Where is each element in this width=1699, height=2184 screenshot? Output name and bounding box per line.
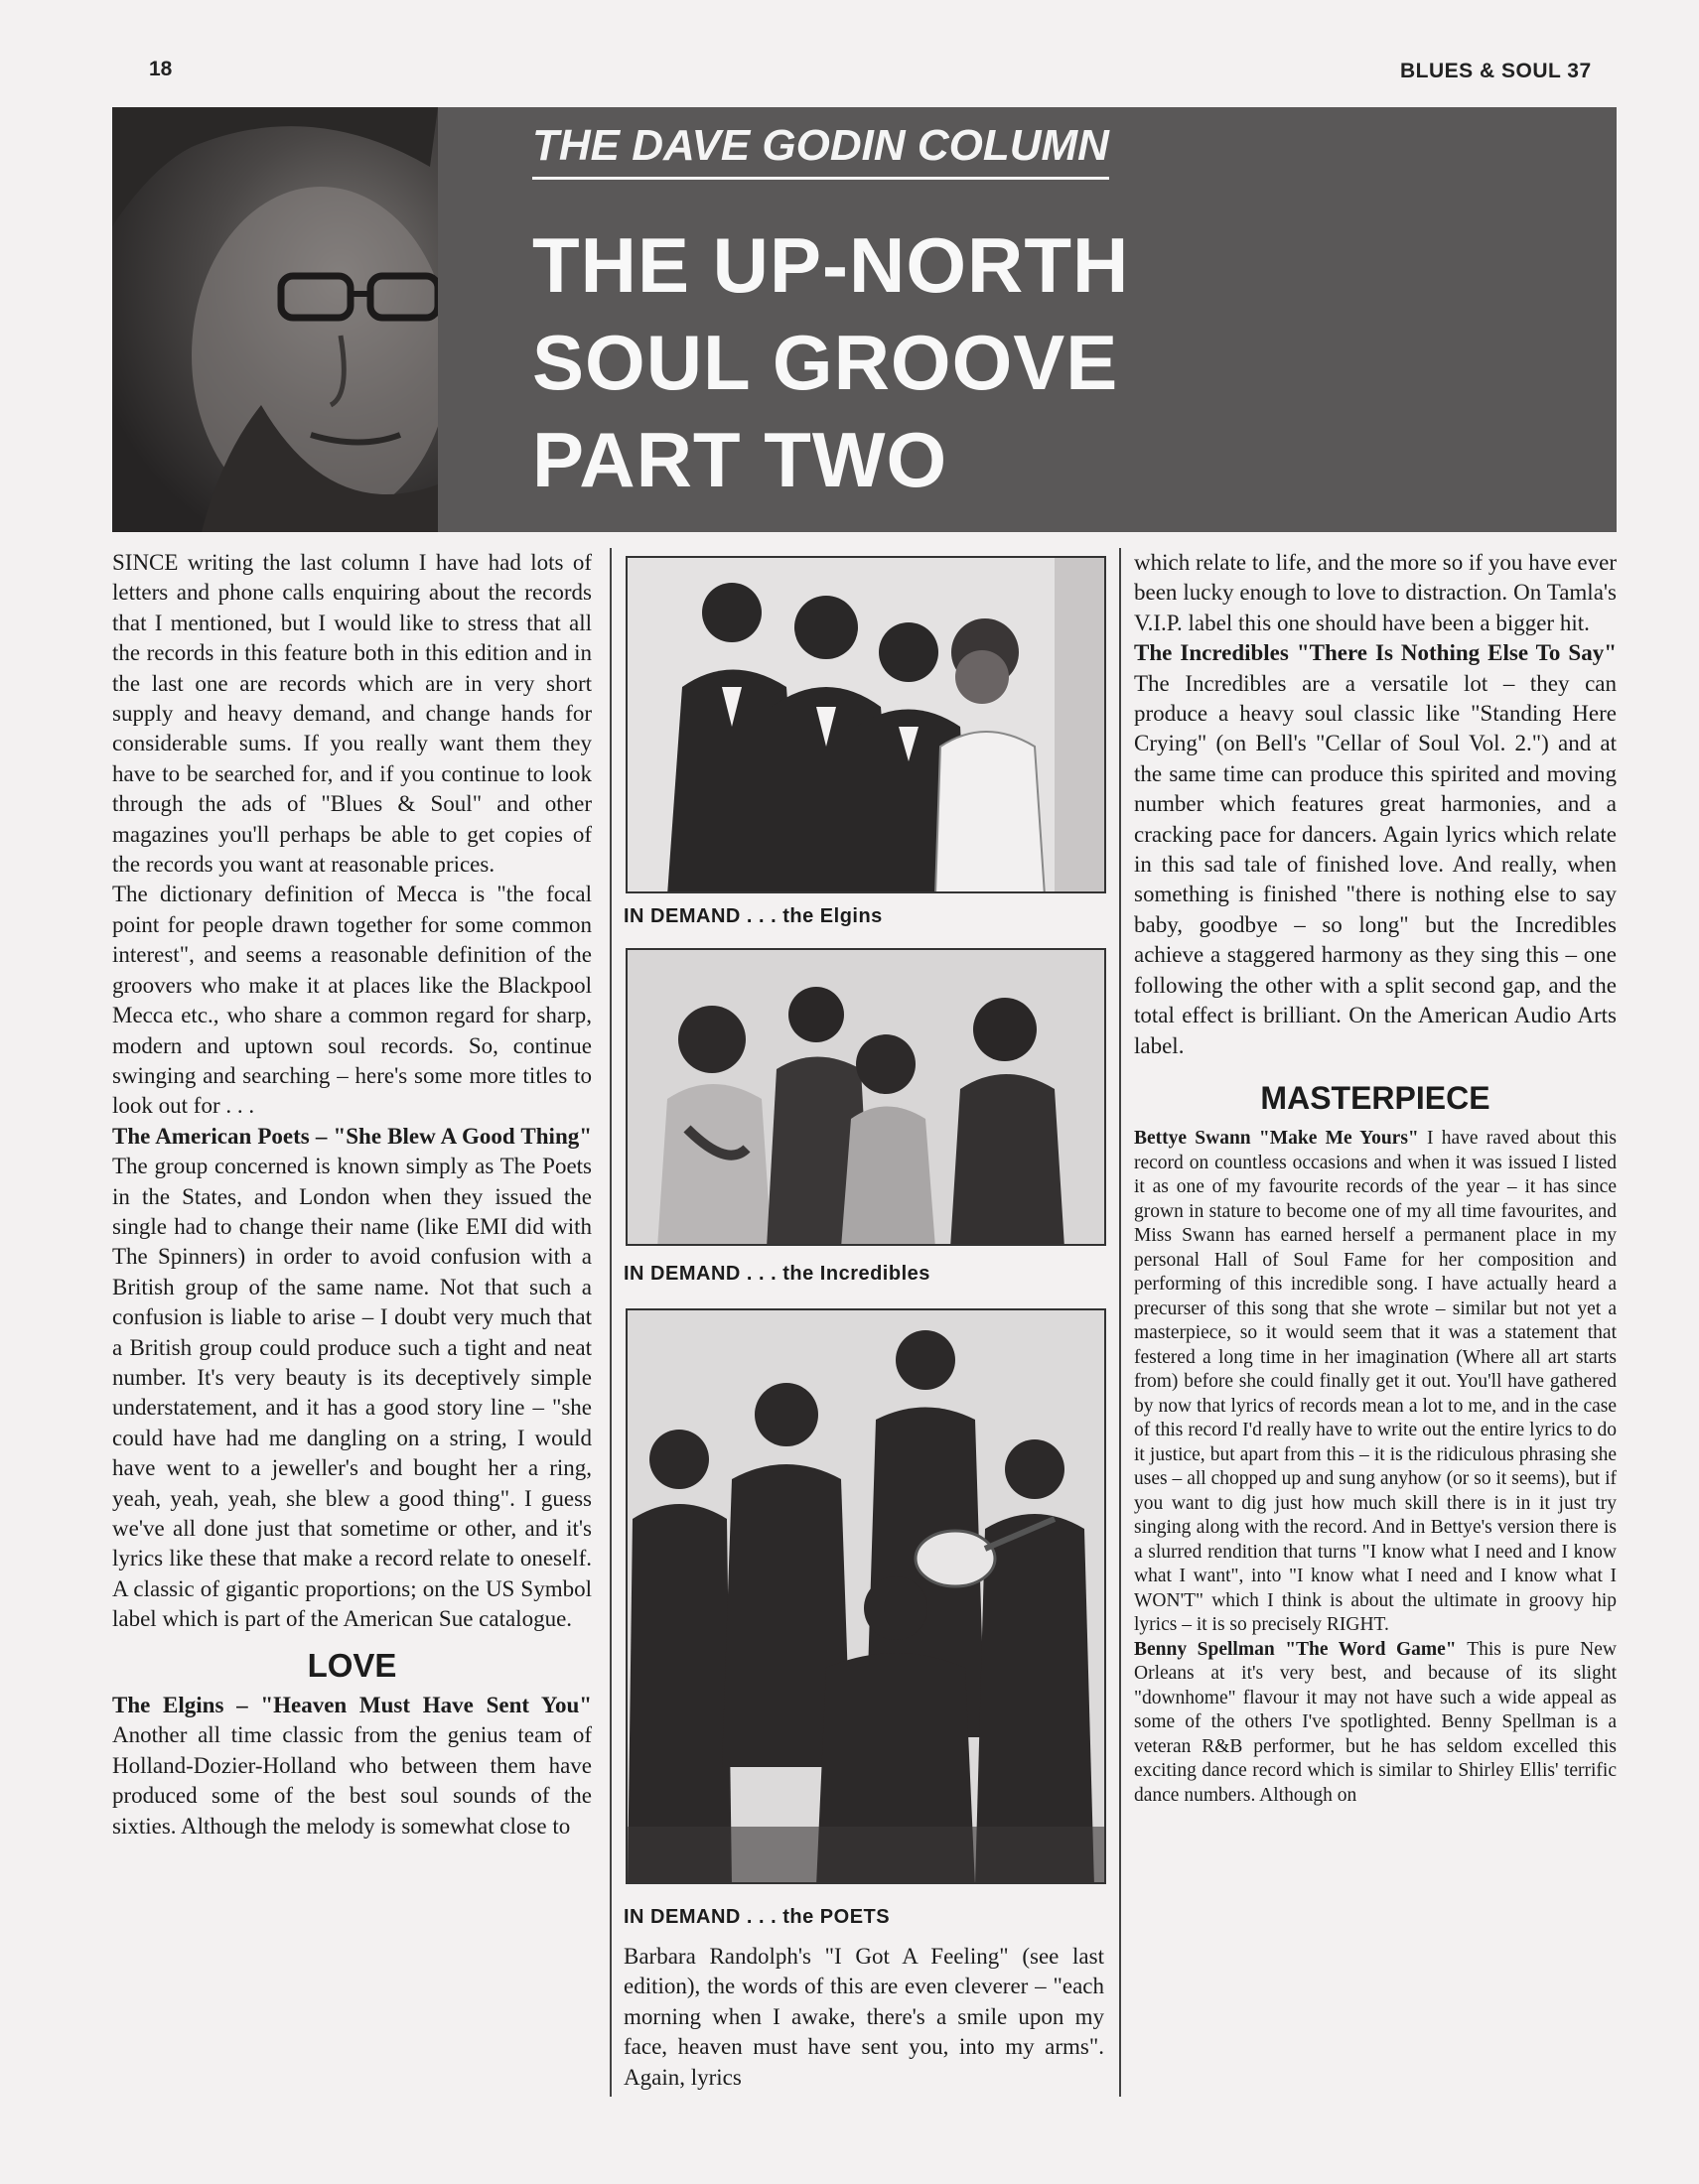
incredibles-body: The Incredibles are a versatile lot – they can produce a heavy soul classic like "Standing Here Crying" (on Bell's "Cellar of Soul Vol. 2.") and at the same time can produce this spirited and moving number which features great harmonies, and a cracking pace for dancers. Again lyrics which relate in this sad tale of finished love. And really, when something is finished "there is nothing else to say baby, goodbye – so long" but the Incredibles achieve a staggered harmony as they sing this – one following the other with a split second gap, and the total effect is brilliant. On the American Audio Arts label. — [1134, 670, 1617, 1058]
headline-line-1: THE UP-NORTH — [532, 221, 1130, 309]
photo-incredibles — [626, 948, 1106, 1246]
photo-elgins — [626, 556, 1106, 893]
benny-spellman-paragraph — [1134, 1638, 1617, 1809]
page-number: 18 — [149, 58, 173, 80]
column-kicker: THE DAVE GODIN COLUMN — [532, 121, 1109, 180]
elgins-title: The Elgins – "Heaven Must Have Sent You" — [112, 1693, 592, 1718]
intro-paragraph: SINCE writing the last column I have had lots of letters and phone calls enquiring about the records that I mentioned, but I would like to stress that all the records in this feature both in this edition and in the last one are records which are in very short supply and heavy demand, and change hands for considerable sums. If you really want them they have to be searched for, and if you continue to look through the ads of "Blues & Soul" and other magazines you'll perhaps be able to get copies of the records you want at reasonable prices. — [112, 550, 592, 878]
elgins-paragraph — [112, 1691, 592, 1842]
bettye-swann-title: Bettye Swann "Make Me Yours" — [1134, 1128, 1427, 1150]
column-divider-2 — [1119, 548, 1121, 2097]
magazine-issue: BLUES & SOUL 37 — [1400, 60, 1592, 82]
caption-elgins — [624, 905, 883, 928]
caption-incredibles — [624, 1263, 930, 1286]
poets-title: The American Poets – "She Blew A Good Thing" — [112, 1123, 592, 1149]
mecca-paragraph: The dictionary definition of Mecca is "the focal point for people drawn together for some common interest", and seems a reasonable definition of the groovers who make it at places like the Blackpool Mecca etc., who share a common regard for sharp, modern and uptown soul records. So, continue swinging and searching – here's some more titles to look out for . . . — [112, 882, 592, 1119]
column-1 — [112, 548, 592, 1842]
caption-poets-name: the POETS — [782, 1906, 891, 1928]
incredibles-paragraph — [1134, 638, 1617, 1061]
column-2-text: Barbara Randolph's "I Got A Feeling" (see last edition), the words of this are even cleverer – "each morning when I awake, there's a smile upon my face, heaven must have sent you, into my arms". Again, lyrics — [624, 1944, 1104, 2090]
incredibles-title: The Incredibles "There Is Nothing Else To Say" — [1134, 640, 1617, 666]
bettye-swann-paragraph — [1134, 1127, 1617, 1638]
photo-poets — [626, 1308, 1106, 1884]
headline-line-3: PART TWO — [532, 416, 948, 503]
headline-line-2: SOUL GROOVE — [532, 319, 1119, 406]
columnist-portrait — [112, 107, 438, 532]
elgins-body: Another all time classic from the genius team of Holland-Dozier-Holland who between them have produced some of the best soul sounds of the sixties. Although the melody is somewhat close to — [112, 1722, 592, 1839]
benny-spellman-body: This is pure New Orleans at it's very best, and because of its slight "downhome" flavour it may not have such a wide appeal as some of the others I've spotlighted. Benny Spellman is a veteran R&B performer, but he has seldom excelled this exciting dance record which is similar to Shirley Ellis' terrific dance numbers. Although on — [1134, 1638, 1617, 1806]
poets-body: The group concerned is known simply as The Poets in the States, and London when they issued the single had to change their name (like EMI did with The Spinners) in order to avoid confusion with a British group of the same name. Not that such a confusion is liable to arise – I doubt very much that a British group could produce such a tight and neat number. It's very beauty is its deceptively simple understatement, and it has a good story line – "she could have had me dangling on a string, I would have went to a jeweller's and bought her a ring, yeah, yeah, yeah, she blew a good thing". I guess we've all done just that sometime or other, and it's lyrics like these that make a record relate to oneself. A classic of gigantic proportions; on the US Symbol label which is part of the American Sue catalogue. — [112, 1154, 592, 1632]
caption-elgins-name: the Elgins — [782, 905, 883, 927]
section-heading-masterpiece: MASTERPIECE — [1260, 1079, 1490, 1116]
bettye-swann-body: I have raved about this record on countless occasions and when it was issued I listed it as one of my favourite records of the year – it has since grown in stature to become one of my all time favourites, and Miss Swann has earned herself a permanent place in my personal Hall of Soul Fame for her composition and performing of this incredible song. I have actually heard a precurser of this song that she wrote – similar but not yet a masterpiece, so it would seem that it was a statement that festered a long time in her imagination (Where all art starts from) before she could finally get it out. You'll have gathered by now that lyrics of records mean a lot to me, and in the case of this record I'd really have to write out the entire lyrics to do it justice, but apart from this – it is the ridiculous phrasing she uses – all chopped up and sung anyhow (or so it seems), but if you want to dig just how much skill there is in it just try singing along with the record. And in Bettye's version there is a slurred rendition that turns "I know what I need and I know what I want", into "I know what I need and I know what I WON'T" which I think is about the ultimate in groovy hip lyrics – it is so precisely RIGHT. — [1134, 1128, 1618, 1636]
headline — [532, 216, 1129, 508]
column-divider-1 — [610, 548, 612, 2097]
benny-spellman-title: Benny Spellman "The Word Game" — [1134, 1638, 1468, 1660]
section-heading-love: LOVE — [307, 1646, 397, 1684]
caption-poets — [624, 1906, 890, 1929]
caption-incredibles-name: the Incredibles — [782, 1263, 930, 1285]
caption-elgins-prefix: IN DEMAND . . . — [624, 905, 783, 927]
column-3 — [1134, 548, 1617, 1808]
caption-incredibles-prefix: IN DEMAND . . . — [624, 1263, 783, 1285]
caption-poets-prefix: IN DEMAND . . . — [624, 1906, 783, 1928]
poets-paragraph — [112, 1122, 592, 1635]
elgins-continued-paragraph: which relate to life, and the more so if you have ever been lucky enough to love to distraction. On Tamla's V.I.P. label this one should have been a bigger hit. — [1134, 550, 1617, 635]
